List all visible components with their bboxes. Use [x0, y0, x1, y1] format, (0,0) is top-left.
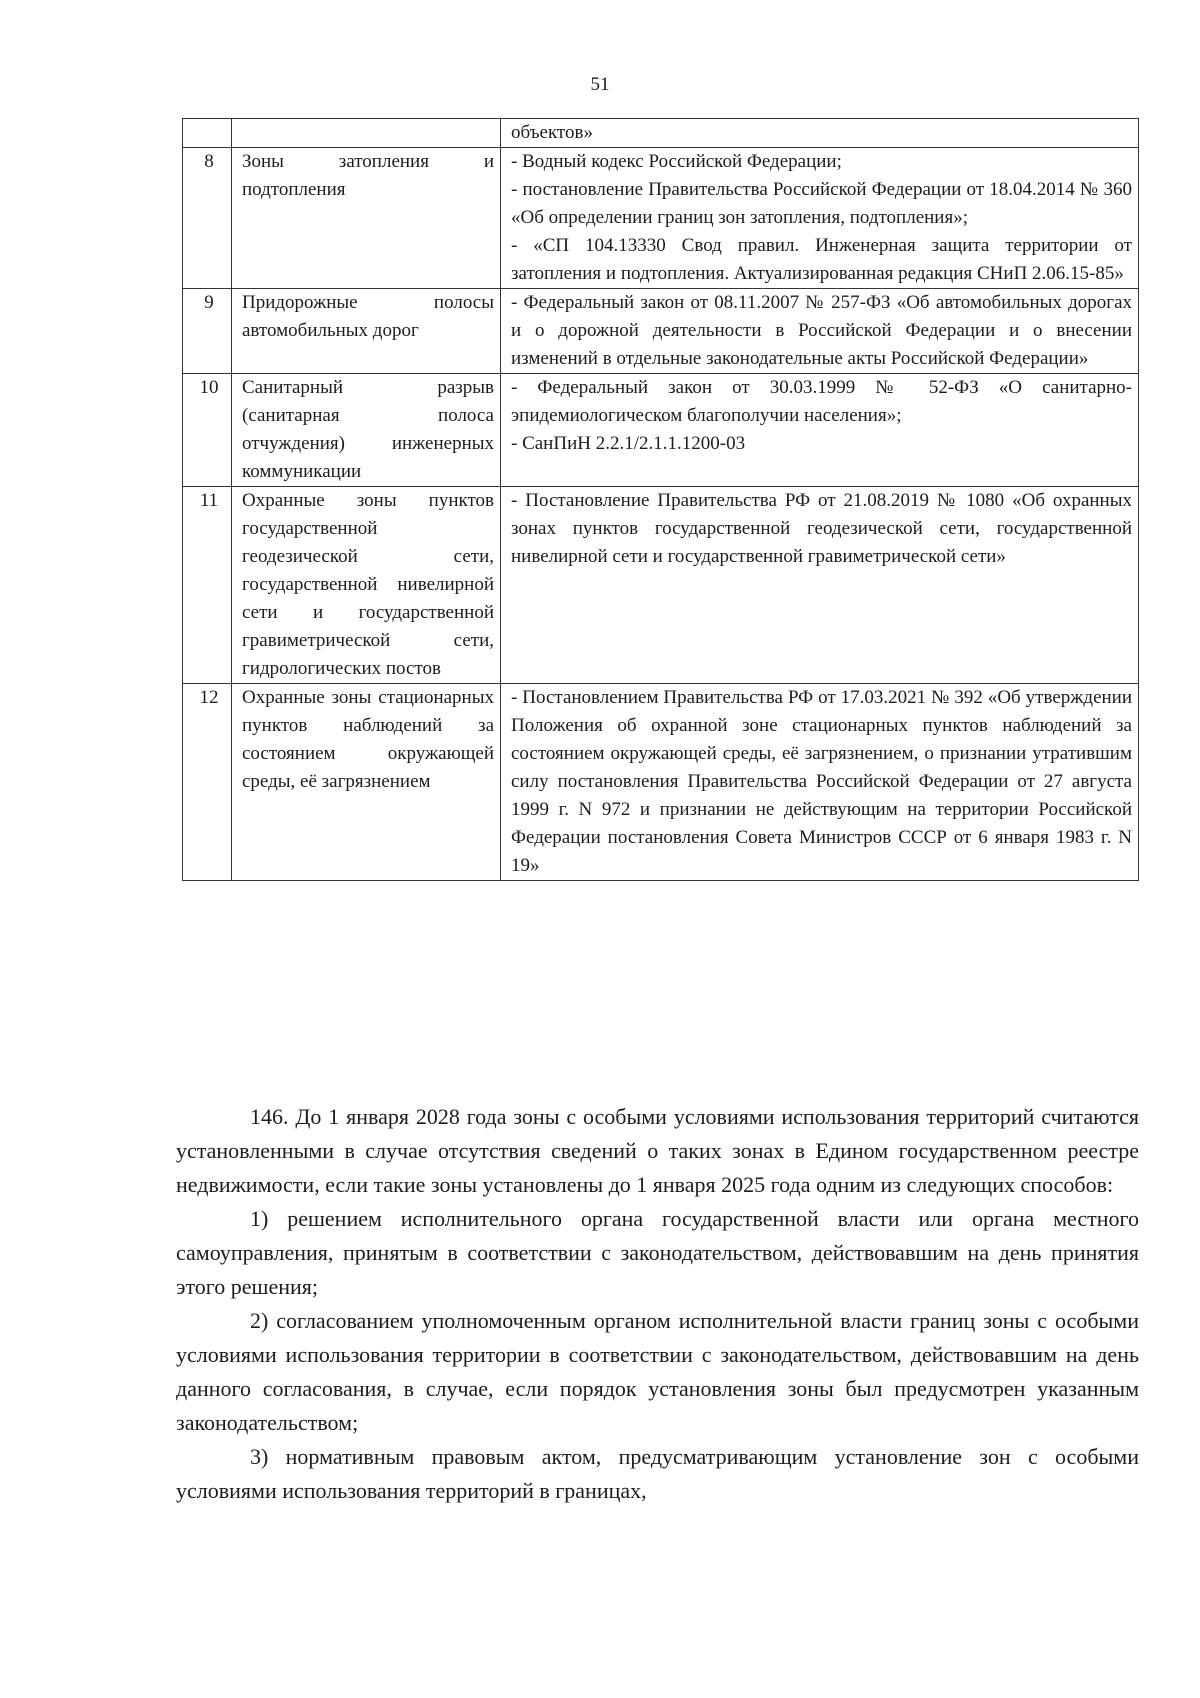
- zone-name: Санитарный разрыв (санитарная полоса отчуждения) инженерных коммуникации: [232, 374, 501, 487]
- zone-name: Охранные зоны пунктов государственной геодезической сети, государственной нивелирной сети и государственной гравиметрической сети, гидрологических постов: [232, 487, 501, 684]
- page-number: 51: [590, 74, 610, 95]
- table-row: [183, 684, 1139, 881]
- doc-item: - «СП 104.13330 Свод правил. Инженерная защита территории от затопления и подтопления. Актуализированная редакция СНиП 2.06.15-85»: [511, 235, 1132, 284]
- zone-name: Придорожные полосы автомобильных дорог: [232, 289, 501, 374]
- row-number-cell: [183, 119, 232, 148]
- row-number: 8: [183, 148, 232, 289]
- doc-item: - постановление Правительства Российской Федерации от 18.04.2014 № 360 «Об определении границ зон затопления, подтопления»;: [511, 179, 1132, 228]
- regulatory-docs: [501, 289, 1139, 374]
- zone-name: Охранные зоны стационарных пунктов наблюдений за состоянием окружающей среды, её загрязнением: [232, 684, 501, 881]
- doc-item: - Водный кодекс Российской Федерации;: [511, 151, 842, 172]
- paragraph: 1) решением исполнительного органа государственной власти или органа местного самоуправления, принятым в соответствии с законодательством, действовавшим на день принятия этого решения;: [176, 1206, 1139, 1299]
- row-number: 12: [183, 684, 232, 881]
- body-text: [176, 1100, 1139, 1508]
- doc-item: - Постановлением Правительства РФ от 17.03.2021 № 392 «Об утверждении Положения об охранной зоне стационарных пунктов наблюдений за состоянием окружающей среды, её загрязнением, о признании утратившим силу постановления Правительства Российской Федерации от 27 августа 1999 г. N 972 и признании не действующим на территории Российской Федерации постановления Совета Министров СССР от 6 января 1983 г. N 19»: [511, 687, 1132, 876]
- table-row-continuation: [183, 119, 1139, 148]
- row-number: 11: [183, 487, 232, 684]
- table-row: [183, 148, 1139, 289]
- zone-name: Зоны затопления и подтопления: [232, 148, 501, 289]
- doc-item: - Федеральный закон от 08.11.2007 № 257-ФЗ «Об автомобильных дорогах и о дорожной деятельности в Российской Федерации и о внесении изменений в отдельные законодательные акты Российской Федерации»: [511, 292, 1132, 369]
- regulatory-docs: [501, 684, 1139, 881]
- doc-item: - Федеральный закон от 30.03.1999 № 52-ФЗ «О санитарно-эпидемиологическом благополучии населения»;: [511, 377, 1132, 426]
- row-number: 10: [183, 374, 232, 487]
- table-row: [183, 374, 1139, 487]
- table-row: [183, 487, 1139, 684]
- row-number: 9: [183, 289, 232, 374]
- regulatory-docs: [501, 374, 1139, 487]
- paragraph: 3) нормативным правовым актом, предусматривающим установление зон с особыми условиями использования территорий в границах,: [176, 1444, 1139, 1503]
- paragraph: 2) согласованием уполномоченным органом исполнительной власти границ зоны с особыми условиями использования территории в соответствии с законодательством, действовавшим на день данного согласования, в случае, если порядок установления зоны был предусмотрен указанным законодательством;: [176, 1308, 1139, 1435]
- paragraph: 146. До 1 января 2028 года зоны с особыми условиями использования территорий считаются установленными в случае отсутствия сведений о таких зонах в Едином государственном реестре недвижимости, если такие зоны установлены до 1 января 2025 года одним из следующих способов:: [176, 1104, 1139, 1197]
- doc-item: - СанПиН 2.2.1/2.1.1.1200-03: [511, 433, 746, 454]
- zones-table: [182, 118, 1139, 881]
- doc-item: - Постановление Правительства РФ от 21.08.2019 № 1080 «Об охранных зонах пунктов государственной геодезической сети, государственной нивелирной сети и государственной гравиметрической сети»: [511, 490, 1132, 567]
- continuation-cell: объектов»: [501, 119, 1139, 148]
- regulatory-docs: [501, 487, 1139, 684]
- zone-name-cell: [232, 119, 501, 148]
- regulatory-docs: [501, 148, 1139, 289]
- table-row: [183, 289, 1139, 374]
